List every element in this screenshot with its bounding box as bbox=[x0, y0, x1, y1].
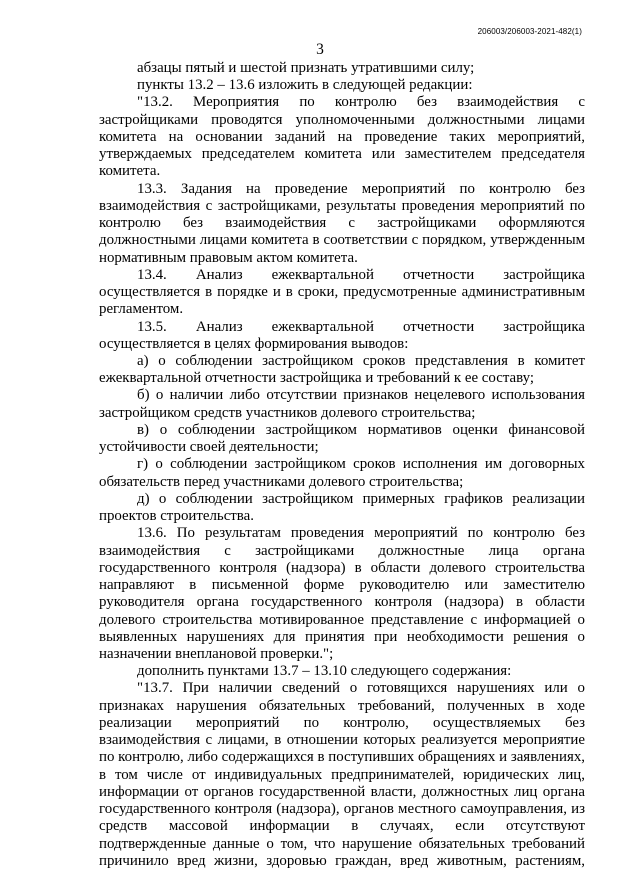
list-item-v: в) о соблюдении застройщиком нормативов оценки финансовой устойчивости своей деятельности; bbox=[99, 421, 585, 456]
paragraph-abzacy: абзацы пятый и шестой признать утратившими силу; bbox=[137, 60, 475, 76]
paragraph-13-6: 13.6. По результатам проведения мероприятий по контролю без взаимодействия с застройщиками должностные лица органа государственного контроля (надзора) в области долевого строительства направляют в письменной форме руководителю или заместителю руководителя органа государственного контроля (надзора) в области долевого строительства мотивированное представление с информацией о выявленных нарушениях для принятия при необходимости решения о назначении внеплановой проверки."; bbox=[99, 525, 585, 662]
paragraph-punkty-intro: пункты 13.2 – 13.6 изложить в следующей редакции: bbox=[137, 77, 473, 94]
list-item-b: б) о наличии либо отсутствии признаков нецелевого использования застройщиком средств участников долевого строительства; bbox=[99, 387, 585, 421]
list-item-g: г) о соблюдении застройщиком сроков исполнения им договорных обязательств перед участниками долевого строительства; bbox=[99, 456, 585, 490]
list-item-a: а) о соблюдении застройщиком сроков представления в комитет ежеквартальной отчетности застройщика и требований к ее составу; bbox=[99, 352, 585, 387]
paragraph-13-7: "13.7. При наличии сведений о готовящихся нарушениях или о признаках нарушения обязательных требований, полученных в ходе реализации мероприятий по контролю, осуществляемых без взаимодействия с лицами, в отношении которых реализуется мероприятие по контролю, либо содержащихся в поступивших обращениях и заявлениях, в том числе от индивидуальных предпринимателей, юридических лиц, информации от органов государственной власти, должностных лиц органа государственного контроля (надзора), органов местного самоуправления, из средств массовой информации в случаях, если отсутствуют подтвержденные данные о том, что нарушение обязательных требований причинило вред жизни, здоровью граждан, вред животным, растениям, bbox=[99, 680, 585, 869]
paragraph-13-4: 13.4. Анализ ежеквартальной отчетности застройщика осуществляется в порядке и в сроки, предусмотренные административным регламентом. bbox=[99, 266, 585, 318]
paragraph-13-3: 13.3. Задания на проведение мероприятий по контролю без взаимодействия с застройщиками, результаты проведения мероприятий по контролю без взаимодействия с застройщиками оформляются должностными лицами комитета в соответствии с порядком, утвержденным нормативным правовым актом комитета. bbox=[99, 180, 585, 266]
list-item-d: д) о соблюдении застройщиком примерных графиков реализации проектов строительства. bbox=[99, 490, 585, 525]
document-id: 206003/206003-2021-482(1) bbox=[477, 27, 582, 36]
page-number: 3 bbox=[316, 41, 324, 58]
paragraph-dopolnit: дополнить пунктами 13.7 – 13.10 следующего содержания: bbox=[137, 663, 512, 680]
paragraph-13-2: "13.2. Мероприятия по контролю без взаимодействия с застройщиками проводятся уполномоченными должностными лицами комитета на основании заданий на проведение таких мероприятий, утверждаемых председателем комитета или заместителем председателя комитета. bbox=[99, 94, 585, 180]
paragraph-13-5: 13.5. Анализ ежеквартальной отчетности застройщика осуществляется в целях формирования выводов: bbox=[99, 318, 585, 352]
document-body bbox=[99, 60, 585, 870]
